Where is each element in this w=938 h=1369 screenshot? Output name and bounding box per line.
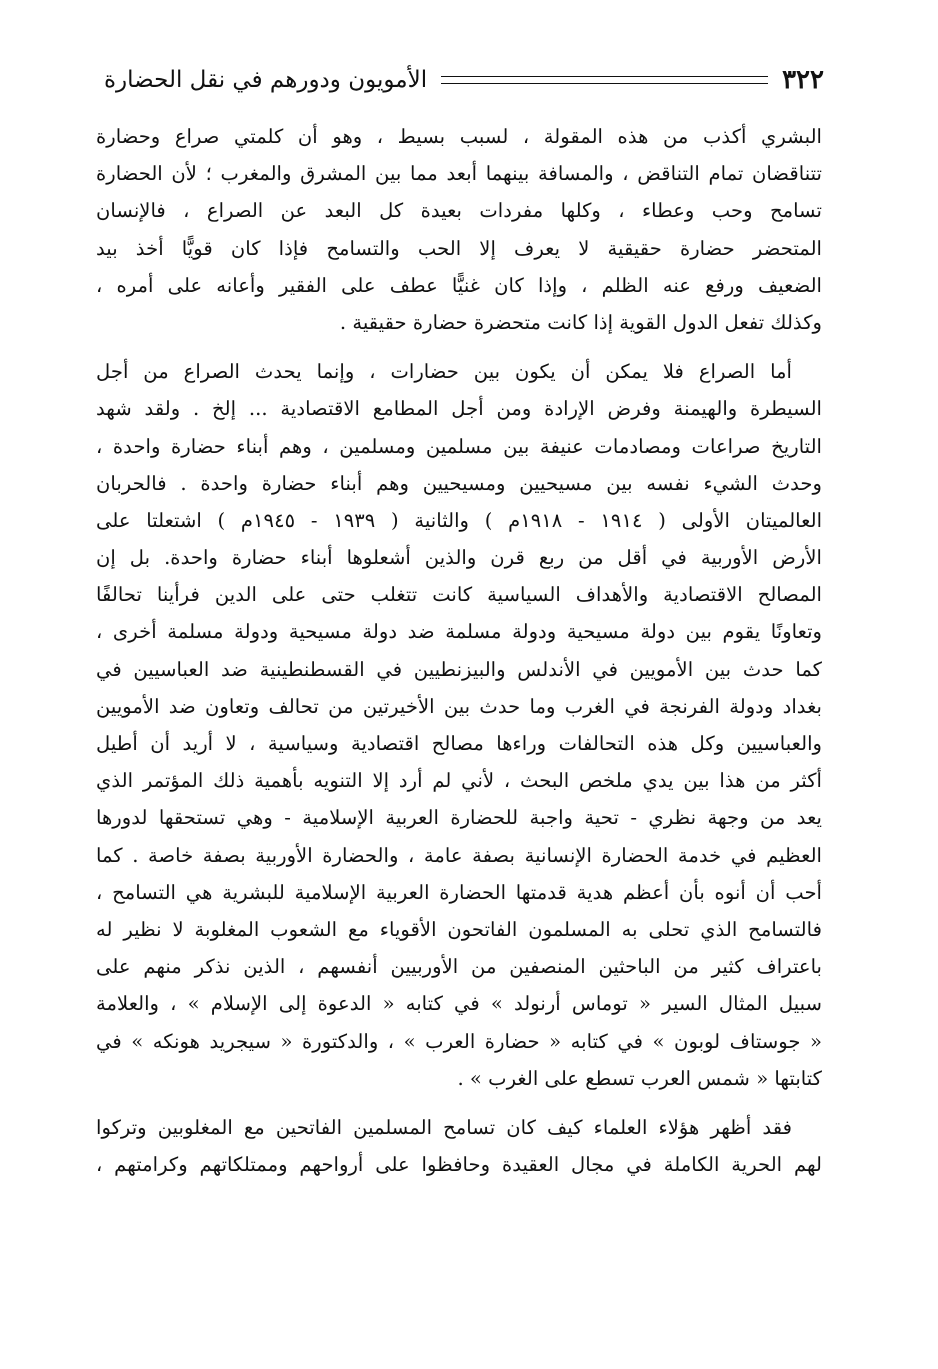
running-header <box>104 58 824 102</box>
text-line: وتعاونًا يقوم بين دولة مسيحية ودولة مسلمة ضد دولة مسيحية ودولة مسلمة أخرى ، <box>96 620 822 644</box>
text-line: المصالح الاقتصادية والأهداف السياسية كانت تتغلب حتى على الدين فرأينا تحالفًا <box>96 583 822 607</box>
text-line: العظيم في خدمة الحضارة الإنسانية بصفة عامة ، والحضارة الأوربية بصفة خاصة . كما <box>96 843 822 867</box>
text-line: تتناقضان تمام التناقض ، والمسافة بينهما أبعد مما بين المشرق والمغرب ؛ لأن الحضارة <box>96 162 822 186</box>
text-line: فقد أظهر هؤلاء العلماء كيف كان تسامح المسلمين الفاتحين مع المغلوبين وتركوا <box>96 1115 792 1139</box>
text-line: يعد من وجهة نظري - تحية واجبة للحضارة العربية الإسلامية - وهي تستحقها لدورها <box>96 806 822 830</box>
text-line: والعباسيين وكل هذه التحالفات وراءها مصالح اقتصادية وسياسية ، لا أريد أن أطيل <box>96 732 822 755</box>
text-line: فالتسامح الذي تحلى به المسلمون الفاتحون الأقوياء مع الشعوب المغلوبة لا نظير له <box>96 917 822 941</box>
body-text <box>96 118 822 1195</box>
text-line: وكذلك تفعل الدول القوية إذا كانت متحضرة حضارة حقيقية . <box>339 310 822 334</box>
text-line: بغداد ودولة الفرنجة في الغرب وما حدث بين الأخيرتين من تحالف وتعاون ضد الأمويين <box>96 694 822 718</box>
text-line: أما الصراع فلا يمكن أن يكون بين حضارات ، وإنما يحدث الصراع من أجل <box>96 360 792 384</box>
text-line: لهم الحرية الكاملة في مجال العقيدة وحافظوا على أرواحهم وممتلكاتهم وكرامتهم ، <box>96 1153 822 1177</box>
page-number: ٣٢٢ <box>782 65 824 95</box>
header-double-rule <box>441 76 768 84</box>
paragraph-2 <box>96 353 822 1097</box>
text-line: كتابتها « شمس العرب تسطع على الغرب » . <box>457 1066 822 1090</box>
text-line: وحدث الشيء نفسه بين مسيحيين ومسيحيين وهم أبناء حضارة واحدة . فالحربان <box>96 471 822 495</box>
text-line: أحب أن أنوه بأن أعظم هدية قدمتها الحضارة العربية الإسلامية للبشرية هي التسامح ، <box>96 880 822 904</box>
text-line: التاريخ صراعات ومصادمات عنيفة بين مسلمين ومسلمين ، وهم أبناء حضارة واحدة ، <box>96 434 822 458</box>
text-line: العالميتان الأولى ( ١٩١٤ - ١٩١٨م ) والثانية ( ١٩٣٩ - ١٩٤٥م ) اشتعلتا على <box>96 508 822 532</box>
text-line: « جوستاف لوبون » في كتابه « حضارة العرب » ، والدكتورة « سيجريد هونكه » في <box>96 1029 822 1053</box>
text-line: باعتراف كثير من الباحثين المنصفين من الأوربيين أنفسهم ، الذين نذكر منهم على <box>96 955 822 979</box>
text-line: أكثر من هذا بين يدي ملخص البحث ، لأني لم أرد إلا التنويه بأهمية ذلك المؤتمر الذي <box>96 769 822 793</box>
text-line: الأرض الأوربية في أقل من ربع قرن والذين أشعلوها أبناء حضارة واحدة. بل إن <box>96 546 822 570</box>
text-line: السيطرة والهيمنة وفرض الإرادة ومن أجل المطامع الاقتصادية ... إلخ . ولقد شهد <box>96 397 822 421</box>
text-line: البشري أكذب من هذه المقولة ، لسبب بسيط ، وهو أن كلمتي صراع وحضارة <box>96 125 822 148</box>
text-line: كما حدث بين الأمويين في الأندلس والبيزنطيين في القسطنطينية ضد العباسيين في <box>96 657 822 681</box>
text-line: سبيل المثال السير « توماس أرنولد » في كتابه « الدعوة إلى الإسلام » ، والعلامة <box>96 992 822 1016</box>
paragraph-1 <box>96 118 822 341</box>
paragraph-3 <box>96 1109 822 1183</box>
text-line: الضعيف ورفع عنه الظلم ، وإذا كان غنيًّا عطف على الفقير وأعانه على أمره ، <box>96 273 822 297</box>
text-line: تسامح وحب وعطاء ، وكلها مفردات بعيدة كل البعد عن الصراع ، فالإنسان <box>96 199 822 223</box>
running-title: الأمويون ودورهم في نقل الحضارة <box>104 67 428 93</box>
text-line: المتحضر حضارة حقيقية لا يعرف إلا الحب والتسامح فإذا كان قويًّا أخذ بيد <box>96 236 822 260</box>
